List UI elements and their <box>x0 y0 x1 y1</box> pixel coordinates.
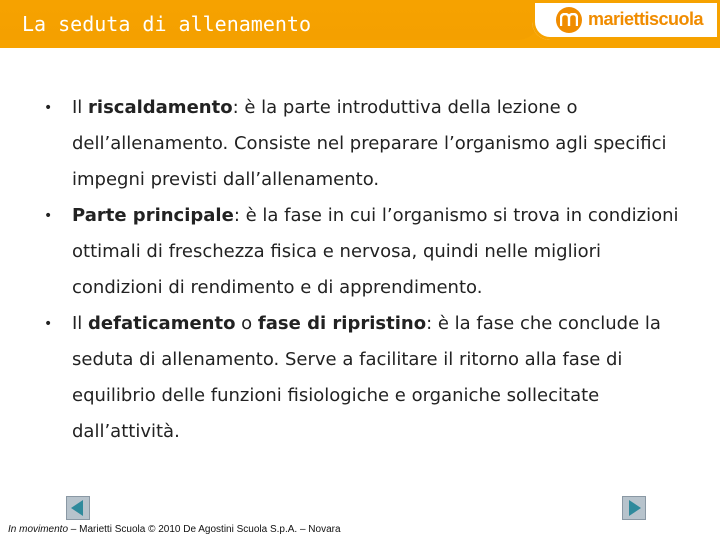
footer-credits <box>8 524 341 535</box>
triangle-left-icon <box>67 497 89 519</box>
bullet-dot-icon: • <box>44 100 53 116</box>
bullet-dot-icon: • <box>44 316 53 332</box>
brand-logo-text: mariettiscuola <box>588 9 704 29</box>
copyright-text: – Marietti Scuola © 2010 De Agostini Scuola S.p.A. – Novara <box>68 524 341 535</box>
next-slide-button[interactable] <box>622 496 646 520</box>
bullet-dot-icon: • <box>44 208 53 224</box>
slide-title: La seduta di allenamento <box>22 12 311 36</box>
bullet-item-riscaldamento: • Il riscaldamento: è la parte introduttiva della lezione o dell’allenamento. Consiste nel preparare l’organismo agli specifici impegni previsti dall’allenamento. <box>44 90 684 198</box>
previous-slide-button[interactable] <box>66 496 90 520</box>
bullet-item-parte-principale: • Parte principale: è la fase in cui l’organismo si trova in condizioni ottimali di freschezza fisica e nervosa, quindi nelle migliori condizioni di rendimento e di apprendimento. <box>44 198 684 306</box>
marietti-logo-icon <box>556 7 582 33</box>
bullet-list <box>44 90 684 450</box>
header-bar <box>0 0 720 48</box>
triangle-right-icon <box>623 497 645 519</box>
book-title: In movimento <box>8 524 69 535</box>
bullet-item-defaticamento: • Il defaticamento o fase di ripristino: è la fase che conclude la seduta di allenamento. Serve a facilitare il ritorno alla fase di equilibrio delle funzioni fisiologiche e organiche sollecitate dall’attività. <box>44 306 684 450</box>
